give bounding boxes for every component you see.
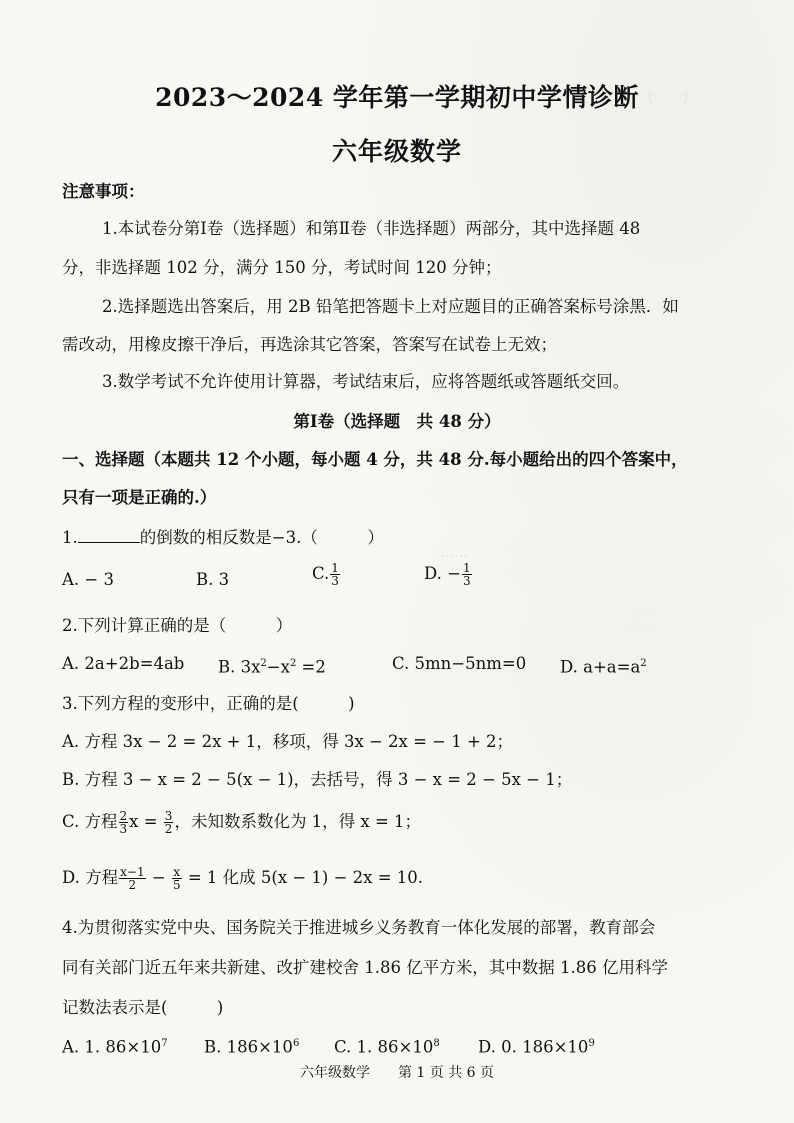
question-4-option-d: [478, 1032, 595, 1060]
fraction-numerator: 1: [462, 561, 471, 575]
option-text: = 1 化成 5(x − 1) − 2x = 10.: [182, 868, 424, 887]
question-1-stem: [62, 526, 384, 550]
question-3-option-d: [62, 866, 423, 891]
question-1-option-c: [312, 562, 341, 587]
option-text: x =: [129, 812, 163, 831]
question-2-option-d: [560, 652, 647, 680]
question-4-line-1: 4.为贯彻落实党中央、国务院关于推进城乡义务教育一体化发展的部署，教育部会: [62, 918, 656, 937]
question-2-option-b: [218, 652, 326, 680]
part-one-instructions-line-1: 一、选择题（本题共 12 个小题，每小题 4 分，共 48 分.每小题给出的四个答案中，: [62, 450, 688, 469]
fraction: [119, 866, 145, 891]
section-title: 第Ⅰ卷（选择题 共 48 分）: [293, 412, 501, 431]
fraction-numerator: 2: [119, 809, 128, 823]
option-c-label: C.: [312, 564, 330, 583]
question-4-option-a: [62, 1032, 168, 1060]
fraction-denominator: 5: [172, 878, 181, 892]
option-text: −x: [266, 657, 290, 677]
fraction-numerator: 3: [164, 809, 173, 823]
fraction-denominator: 2: [164, 822, 173, 836]
bleed-through-mark: ……: [440, 545, 468, 561]
fraction: [172, 866, 182, 891]
exam-title: 2023～2024 学年第一学期初中学情诊断: [155, 83, 639, 112]
note-2-line-1: 2.选择题选出答案后，用 2B 铅笔把答题卡上对应题目的正确答案标号涂黑．如: [102, 297, 679, 316]
bleed-through-mark: （ ）: [640, 91, 696, 107]
question-2-stem: 2.下列计算正确的是（ ）: [62, 616, 293, 635]
part-one-instructions-line-2: 只有一项是正确的.）: [62, 488, 217, 507]
note-1-line-2: 分，非选择题 102 分，满分 150 分，考试时间 120 分钟；: [62, 258, 502, 277]
question-2-option-a: A. 2a+2b=4ab: [62, 654, 185, 673]
exponent: 6: [292, 1038, 300, 1049]
option-text: −: [146, 868, 171, 887]
fraction: [330, 562, 340, 587]
fraction-denominator: 3: [462, 574, 471, 588]
notes-heading: 注意事项：: [62, 182, 145, 201]
fraction-numerator: x: [173, 865, 181, 879]
note-2-line-2: 需改动，用橡皮擦干净后，再选涂其它答案，答案写在试卷上无效；: [62, 335, 557, 354]
question-1-option-b: B. 3: [196, 570, 230, 589]
note-3: 3.数学考试不允许使用计算器，考试结束后，应将答题纸或答题纸交回。: [102, 372, 630, 391]
question-4-line-3: 记数法表示是( ): [62, 998, 224, 1017]
option-text: D. 方程: [62, 868, 119, 887]
fraction-denominator: 3: [119, 822, 128, 836]
option-text: =2: [296, 657, 326, 677]
question-1-text: 的倒数的相反数是−3.（ ）: [139, 528, 384, 547]
exponent: 7: [161, 1038, 168, 1049]
option-d-label: D. −: [424, 564, 461, 583]
question-3-option-b: B. 方程 3 − x = 2 − 5(x − 1)，去括号，得 3 − x = 2 − 5x − 1；: [62, 770, 573, 789]
option-text: B. 186×10: [204, 1037, 293, 1057]
question-3-option-a: A. 方程 3x − 2 = 2x + 1，移项，得 3x − 2x = − 1 + 2；: [62, 732, 514, 751]
exponent: 8: [433, 1038, 440, 1049]
fraction-denominator: 3: [331, 574, 339, 588]
option-text: A. 1. 86×10: [62, 1037, 162, 1057]
question-1-option-d: [424, 562, 473, 587]
fraction: [462, 562, 472, 587]
option-text: B. 3x: [218, 657, 261, 677]
fraction-denominator: 2: [128, 878, 137, 892]
question-4-option-b: [204, 1032, 299, 1060]
answer-blank: [78, 528, 140, 543]
exponent: 2: [260, 658, 267, 669]
question-4-line-2: 同有关部门近五年来共新建、改扩建校舍 1.86 亿平方米，其中数据 1.86 亿用科学: [62, 958, 668, 977]
option-text: D. a+a=a: [560, 657, 641, 677]
question-3-stem: 3.下列方程的变形中，正确的是( ): [62, 694, 355, 713]
exponent: 2: [289, 658, 297, 669]
question-3-option-c: [62, 810, 421, 835]
exam-subtitle: 六年级数学: [331, 137, 462, 166]
fraction-numerator: x−1: [120, 865, 145, 879]
fraction: [164, 810, 174, 835]
option-text: D. 0. 186×10: [478, 1037, 589, 1057]
question-4-option-c: [334, 1032, 440, 1060]
question-2-option-c: C. 5mn−5nm=0: [392, 654, 527, 673]
exponent: 2: [640, 658, 647, 669]
question-1-number: 1.: [62, 528, 78, 547]
option-text: C. 方程: [62, 812, 118, 831]
note-1-line-1: 1.本试卷分第Ⅰ卷（选择题）和第Ⅱ卷（非选择题）两部分，其中选择题 48: [102, 219, 641, 238]
fraction: [119, 810, 129, 835]
option-text: ，未知数系数化为 1，得 x = 1；: [174, 812, 422, 831]
fraction-numerator: 1: [331, 561, 339, 575]
exponent: 9: [588, 1038, 595, 1049]
question-1-option-a: A. − 3: [62, 570, 114, 589]
option-text: C. 1. 86×10: [334, 1037, 434, 1057]
page-footer: 六年级数学 第 1 页 共 6 页: [299, 1065, 495, 1081]
